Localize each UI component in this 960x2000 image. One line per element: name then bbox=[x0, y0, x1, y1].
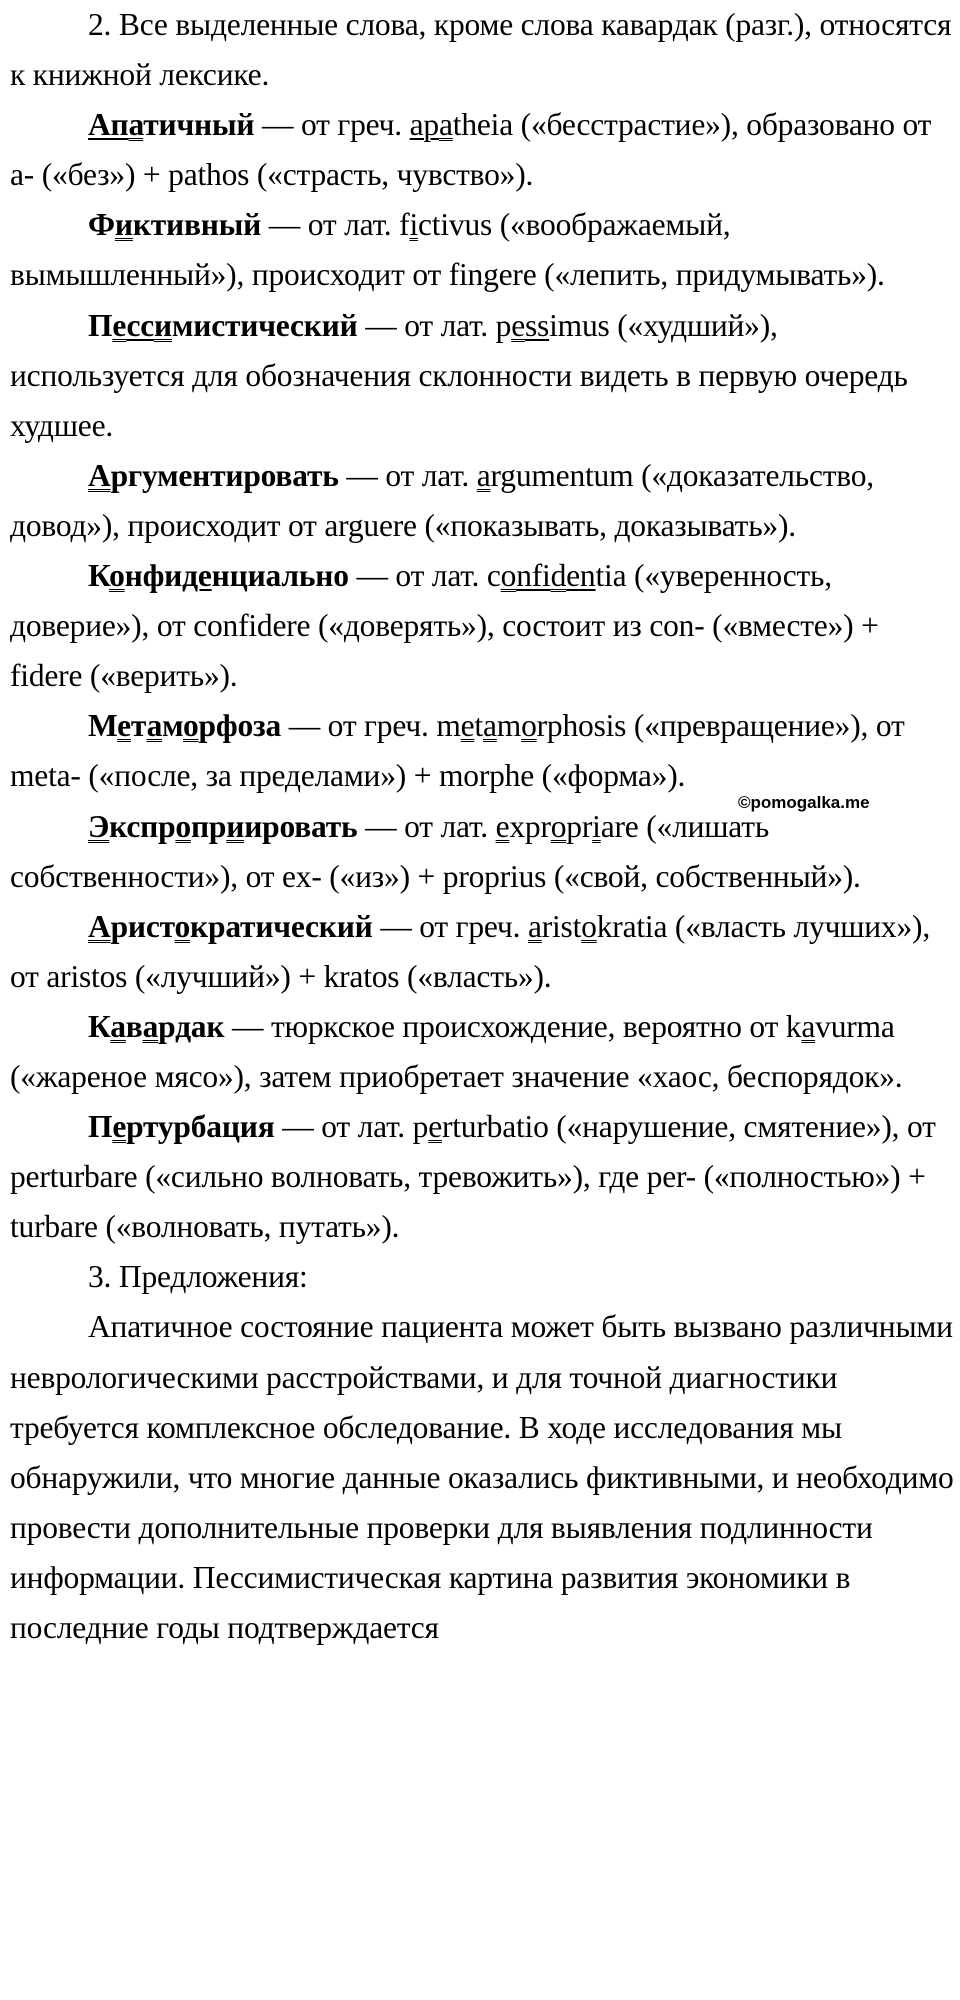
term-text: де bbox=[182, 558, 212, 594]
term-text: К bbox=[88, 558, 110, 594]
body-text: — от лат. p bbox=[274, 1109, 429, 1145]
body-text: rphosis («превращение»), от meta- («после, за пределами») + morphe («форма»). bbox=[10, 708, 905, 794]
term-text: и bbox=[154, 307, 172, 343]
body-text: ap bbox=[409, 107, 439, 143]
body-text: — от лат. c bbox=[348, 558, 501, 594]
term-text: кспр bbox=[109, 808, 176, 844]
term-text: М bbox=[88, 708, 118, 744]
term-text: сс bbox=[126, 307, 155, 343]
body-text: nfi bbox=[516, 558, 551, 594]
term-text: тичный bbox=[143, 107, 255, 143]
body-text: en bbox=[566, 558, 596, 594]
body-text: a bbox=[476, 457, 491, 493]
term-text: кратический bbox=[190, 908, 373, 944]
paragraph bbox=[10, 1102, 956, 1252]
term-text: мистический bbox=[172, 307, 358, 343]
body-text: — от греч. m bbox=[281, 708, 461, 744]
body-text: o bbox=[500, 558, 517, 594]
term-text: пр bbox=[190, 808, 227, 844]
body-text: o bbox=[521, 708, 537, 744]
body-text: o bbox=[581, 908, 597, 944]
term-text: а bbox=[110, 1008, 126, 1044]
paragraph bbox=[10, 100, 956, 200]
body-text: — от лат. bbox=[357, 808, 496, 844]
term-text: о bbox=[182, 708, 199, 744]
paragraph bbox=[10, 802, 956, 902]
term-text: нфи bbox=[124, 558, 183, 594]
body-text: e bbox=[460, 708, 475, 744]
term-text: Э bbox=[88, 808, 110, 844]
term-text: ргументировать bbox=[110, 457, 339, 493]
body-text: theia («бесстрастие»), образовано от a- («без») + pathos («страсть, чувство»). bbox=[10, 107, 932, 193]
term-text: А bbox=[88, 457, 111, 493]
body-text: rist bbox=[541, 908, 582, 944]
paragraph bbox=[10, 551, 956, 701]
body-text: ctivus («воображаемый, вымышленный»), происходит от fingere («лепить, придумывать»). bbox=[10, 207, 885, 293]
body-text: e bbox=[428, 1109, 442, 1145]
term-text: А bbox=[88, 908, 111, 944]
body-text: a bbox=[438, 107, 453, 143]
term-text: К bbox=[88, 1008, 111, 1044]
term-text: а bbox=[128, 107, 144, 143]
body-text: rturbatio («нарушение, смятение»), от perturbare («сильно волновать, тревожить»), где per- («полностью») + turbare («волновать, путать»). bbox=[10, 1109, 936, 1245]
body-text: — от лат. p bbox=[357, 307, 512, 343]
body-text: a bbox=[482, 708, 497, 744]
term-text: о bbox=[109, 558, 125, 594]
body-text: — тюркское происхождение, вероятно от k bbox=[224, 1008, 802, 1044]
body-text: rgumentum («доказательство, довод»), происходит от arguere («показывать, доказывать»). bbox=[10, 457, 874, 543]
body-text: i bbox=[409, 207, 419, 243]
body-text: vurma («жареное мясо»), затем приобретает значение «хаос, беспорядок». bbox=[10, 1008, 903, 1094]
body-text: o bbox=[550, 808, 567, 844]
term-text: в bbox=[125, 1008, 143, 1044]
term-text: ртурбация bbox=[126, 1109, 275, 1145]
body-text: Апатичное состояние пациента может быть вызвано различными неврологическими расстройствами, и для точной диагностики требуется комплексное обследование. В ходе исследования мы обнаружили, что многие данные оказались фиктивными, и необходимо провести дополнительные проверки для выявления подлинности информации. Пессимистическая картина развития экономики в последние годы подтверждается bbox=[10, 1309, 954, 1645]
paragraph bbox=[10, 301, 956, 451]
body-text: d bbox=[550, 558, 567, 594]
body-text: i bbox=[592, 808, 601, 844]
term-text: е bbox=[112, 1109, 127, 1145]
body-text: t bbox=[474, 708, 483, 744]
term-text: рфоза bbox=[198, 708, 282, 744]
term-text: е bbox=[117, 708, 131, 744]
body-text: — от греч. bbox=[254, 107, 410, 143]
paragraph bbox=[10, 902, 956, 1002]
term-text: о bbox=[175, 808, 191, 844]
body-text: m bbox=[496, 708, 522, 744]
body-text: kratia («власть лучших»), от aristos («лучший») + kratos («власть»). bbox=[10, 908, 930, 994]
body-text: tia («уверенность, доверие»), от confidere («доверять»), состоит из con- («вместе») + fidere («верить»). bbox=[10, 558, 879, 694]
term-text: а bbox=[146, 708, 163, 744]
term-text: т bbox=[130, 708, 147, 744]
paragraph bbox=[10, 200, 956, 300]
body-text: 3. Предложения: bbox=[88, 1259, 308, 1295]
term-text: рдак bbox=[158, 1008, 225, 1044]
body-text: ss bbox=[524, 307, 550, 343]
document-page bbox=[10, 0, 956, 1653]
term-text: П bbox=[88, 307, 113, 343]
term-text: ировать bbox=[244, 808, 358, 844]
paragraph bbox=[10, 1002, 956, 1102]
term-text: П bbox=[88, 1109, 113, 1145]
body-text: are («лишать собственности»), от ex- («из») + proprius («свой, собственный»). bbox=[10, 808, 861, 894]
body-text: imus («худший»), используется для обозначения склонности видеть в первую очередь худшее. bbox=[10, 307, 908, 443]
paragraph bbox=[10, 701, 956, 801]
term-text: ктивный bbox=[132, 207, 262, 243]
watermark: ©pomogalka.me bbox=[738, 793, 870, 812]
term-text: о bbox=[174, 908, 191, 944]
term-text: и bbox=[114, 207, 133, 243]
term-text: е bbox=[112, 307, 127, 343]
term-text: рист bbox=[110, 908, 175, 944]
body-text: e bbox=[495, 808, 510, 844]
term-text: Ф bbox=[88, 207, 115, 243]
body-text: — от греч. bbox=[372, 908, 528, 944]
body-text: 2. Все выделенные слова, кроме слова кавардак (разг.), относятся к книжной лексике. bbox=[10, 7, 952, 93]
paragraph bbox=[10, 1252, 956, 1302]
body-text: — от лат. bbox=[338, 457, 477, 493]
term-text: и bbox=[226, 808, 245, 844]
term-text: Ап bbox=[88, 107, 129, 143]
body-text: pr bbox=[566, 808, 593, 844]
term-text: нциально bbox=[211, 558, 349, 594]
term-text: а bbox=[142, 1008, 159, 1044]
paragraph bbox=[10, 451, 956, 551]
body-text: xpr bbox=[509, 808, 551, 844]
paragraph bbox=[10, 1302, 956, 1653]
body-text: a bbox=[527, 908, 542, 944]
body-text: a bbox=[801, 1008, 816, 1044]
body-text: — от лат. f bbox=[261, 207, 410, 243]
body-text: e bbox=[511, 307, 525, 343]
paragraph bbox=[10, 0, 956, 100]
term-text: м bbox=[162, 708, 183, 744]
